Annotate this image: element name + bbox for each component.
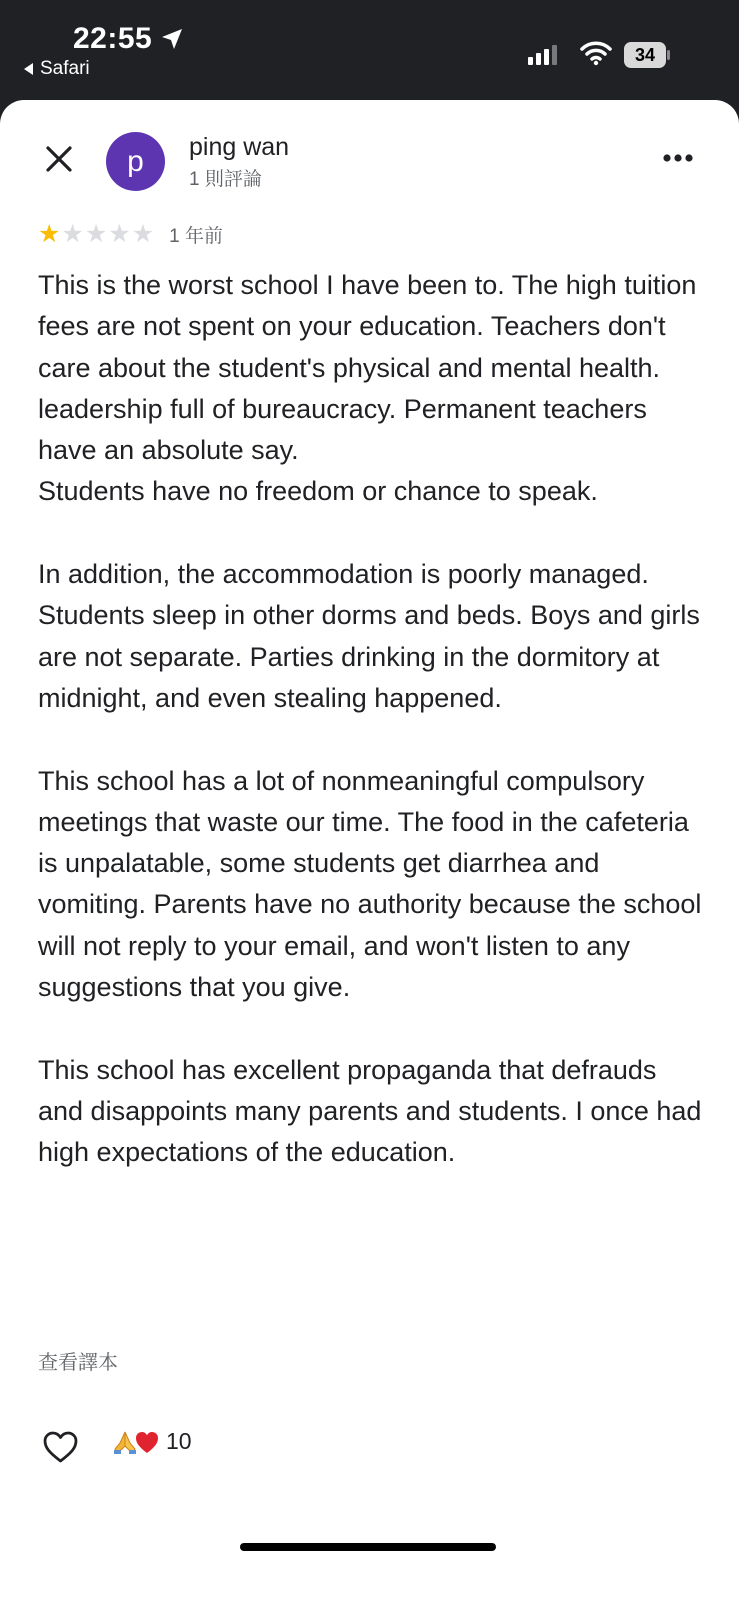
red-heart-icon: [134, 1429, 160, 1455]
star-filled-icon: ★: [38, 220, 61, 248]
cellular-signal-icon: [528, 43, 557, 65]
back-to-app-link[interactable]: [24, 58, 90, 80]
star-rating: [38, 222, 155, 247]
back-app-label: Safari: [40, 58, 90, 79]
review-paragraph-2: In addition, the accommodation is poorly managed. Students sleep in other dorms and beds. Boys and girls are not separate. Parties drinking in the dormitory at midnight, and even stealing happened.: [38, 559, 700, 713]
star-empty-icon: ★: [61, 220, 84, 248]
reviewer-name[interactable]: ping wan: [189, 133, 290, 161]
review-paragraph-1: This is the worst school I have been to. The high tuition fees are not spent on your education. Teachers don't care about the student's physical and mental health. leadership full of bureaucracy. Permanent teachers have an absolute say. Students have no freedom or chance to speak.: [38, 270, 697, 507]
reviewer-avatar[interactable]: [106, 132, 165, 191]
status-bar: [0, 0, 739, 100]
reaction-summary[interactable]: [112, 1428, 192, 1455]
review-date: 1 年前: [169, 226, 223, 247]
location-arrow-icon: [160, 27, 184, 51]
star-empty-icon: ★: [84, 220, 108, 248]
star-empty-icon: ★: [131, 220, 155, 248]
review-paragraph-3: This school has a lot of nonmeaningful compulsory meetings that waste our time. The food in the cafeteria is unpalatable, some students get diarrhea and vomiting. Parents have no authority because the school will not reply to your email, and won't listen to any suggestions that you give.: [38, 765, 702, 1003]
review-paragraph-4: This school has excellent propaganda that defrauds and disappoints many parents and students. I once had high expectations of the education.: [38, 1054, 702, 1168]
view-translation-link[interactable]: 查看譯本: [38, 1352, 118, 1374]
review-sheet: [0, 100, 739, 1600]
review-text: [38, 265, 708, 1174]
heart-outline-icon[interactable]: [42, 1430, 79, 1464]
battery-icon: [624, 42, 671, 68]
reaction-count: 10: [166, 1428, 192, 1454]
reviewer-review-count: 1 則評論: [189, 169, 262, 190]
status-time: [73, 22, 184, 56]
back-triangle-icon: [24, 63, 33, 75]
star-empty-icon: ★: [108, 220, 131, 248]
battery-level-text: 34: [634, 45, 656, 65]
avatar-initial: p: [127, 144, 144, 178]
time-text: 22:55: [73, 22, 153, 55]
home-indicator[interactable]: [240, 1543, 496, 1551]
more-options-icon[interactable]: [662, 146, 694, 170]
wifi-icon: [580, 40, 612, 66]
close-icon[interactable]: [42, 142, 76, 176]
review-rating: [38, 221, 223, 248]
